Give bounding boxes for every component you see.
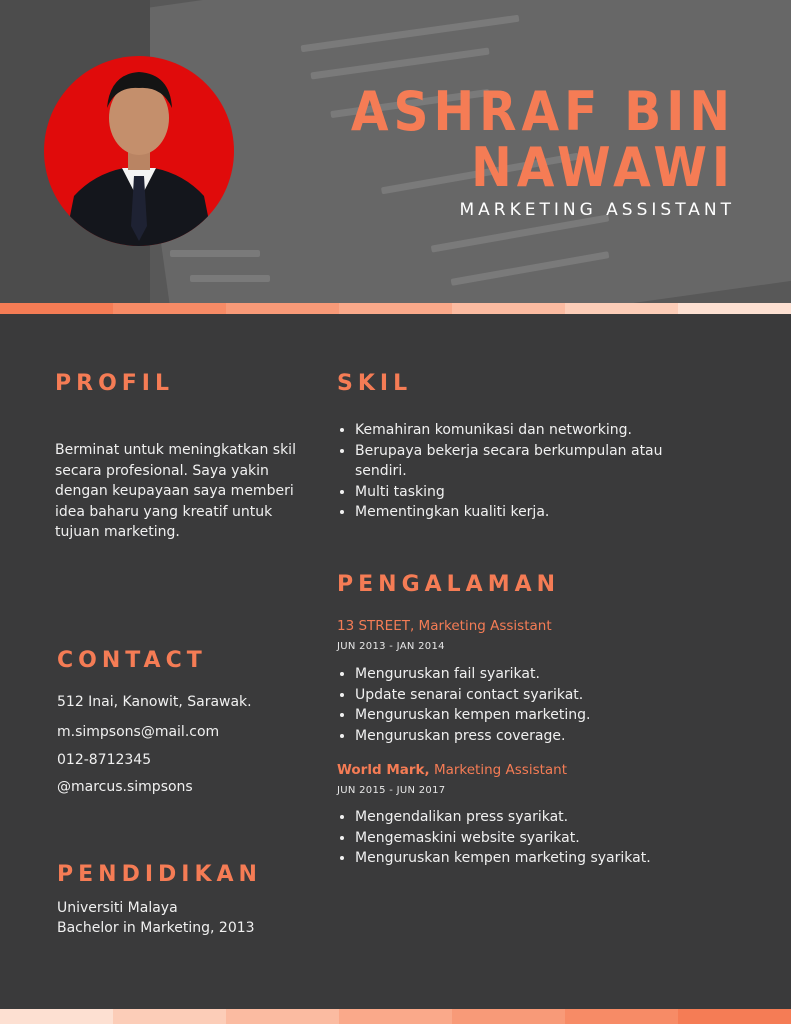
- skil-heading: SKIL: [337, 371, 413, 396]
- job-company: World Mark,: [337, 762, 430, 778]
- pengalaman-heading: PENGALAMAN: [337, 572, 561, 597]
- duty-item: • Update senarai contact syarikat.: [355, 685, 737, 706]
- contact-phone: 012-8712345: [57, 752, 152, 768]
- name-line-2: NAWAWI: [471, 136, 735, 199]
- job-dates: JUN 2015 - JUN 2017: [337, 785, 446, 796]
- job-title-line: [337, 762, 567, 778]
- contact-heading: CONTACT: [57, 648, 207, 673]
- decor-line: [190, 275, 270, 282]
- duty-item: • Menguruskan fail syarikat.: [355, 664, 737, 685]
- skill-item: • Kemahiran komunikasi dan networking.: [355, 420, 717, 441]
- top-color-band: [0, 303, 791, 314]
- duty-item: • Mengendalikan press syarikat.: [355, 807, 737, 828]
- duty-item: • Menguruskan press coverage.: [355, 726, 737, 747]
- pendidikan-heading: PENDIDIKAN: [57, 862, 262, 887]
- job-dates: JUN 2013 - JAN 2014: [337, 641, 445, 652]
- profil-heading: PROFIL: [55, 371, 174, 396]
- skill-item: • Berupaya bekerja secara berkumpulan atau sendiri.: [355, 441, 717, 482]
- contact-address: 512 Inai, Kanowit, Sarawak.: [57, 694, 252, 710]
- duty-item: • Mengemaskini website syarikat.: [355, 828, 737, 849]
- job-duties: [337, 664, 737, 746]
- skill-item: • Multi tasking: [355, 482, 717, 503]
- bottom-color-band: [0, 1009, 791, 1024]
- job-title-line: [337, 618, 552, 634]
- profil-text: Berminat untuk meningkatkan skil secara profesional. Saya yakin dengan keupayaan saya memberi idea baharu yang kreatif untuk tujuan marketing.: [55, 442, 296, 540]
- job-duties: [337, 807, 737, 869]
- skill-item: • Mementingkan kualiti kerja.: [355, 502, 717, 523]
- pendidikan-degree: Bachelor in Marketing, 2013: [57, 920, 255, 936]
- name-line-1: ASHRAF BIN: [350, 80, 735, 143]
- duty-item: • Menguruskan kempen marketing.: [355, 705, 737, 726]
- contact-social: @marcus.simpsons: [57, 779, 193, 795]
- job-company: 13 STREET,: [337, 618, 415, 634]
- duty-item: • Menguruskan kempen marketing syarikat.: [355, 848, 737, 869]
- profile-photo: [44, 56, 234, 246]
- job-role: Marketing Assistant: [414, 618, 552, 634]
- decor-line: [170, 250, 260, 257]
- job-title: MARKETING ASSISTANT: [459, 200, 735, 220]
- contact-email: m.simpsons@mail.com: [57, 724, 220, 740]
- pendidikan-school: Universiti Malaya: [57, 900, 178, 916]
- job-role: Marketing Assistant: [429, 762, 568, 778]
- skil-list: [337, 420, 717, 523]
- candidate-name: [350, 80, 735, 199]
